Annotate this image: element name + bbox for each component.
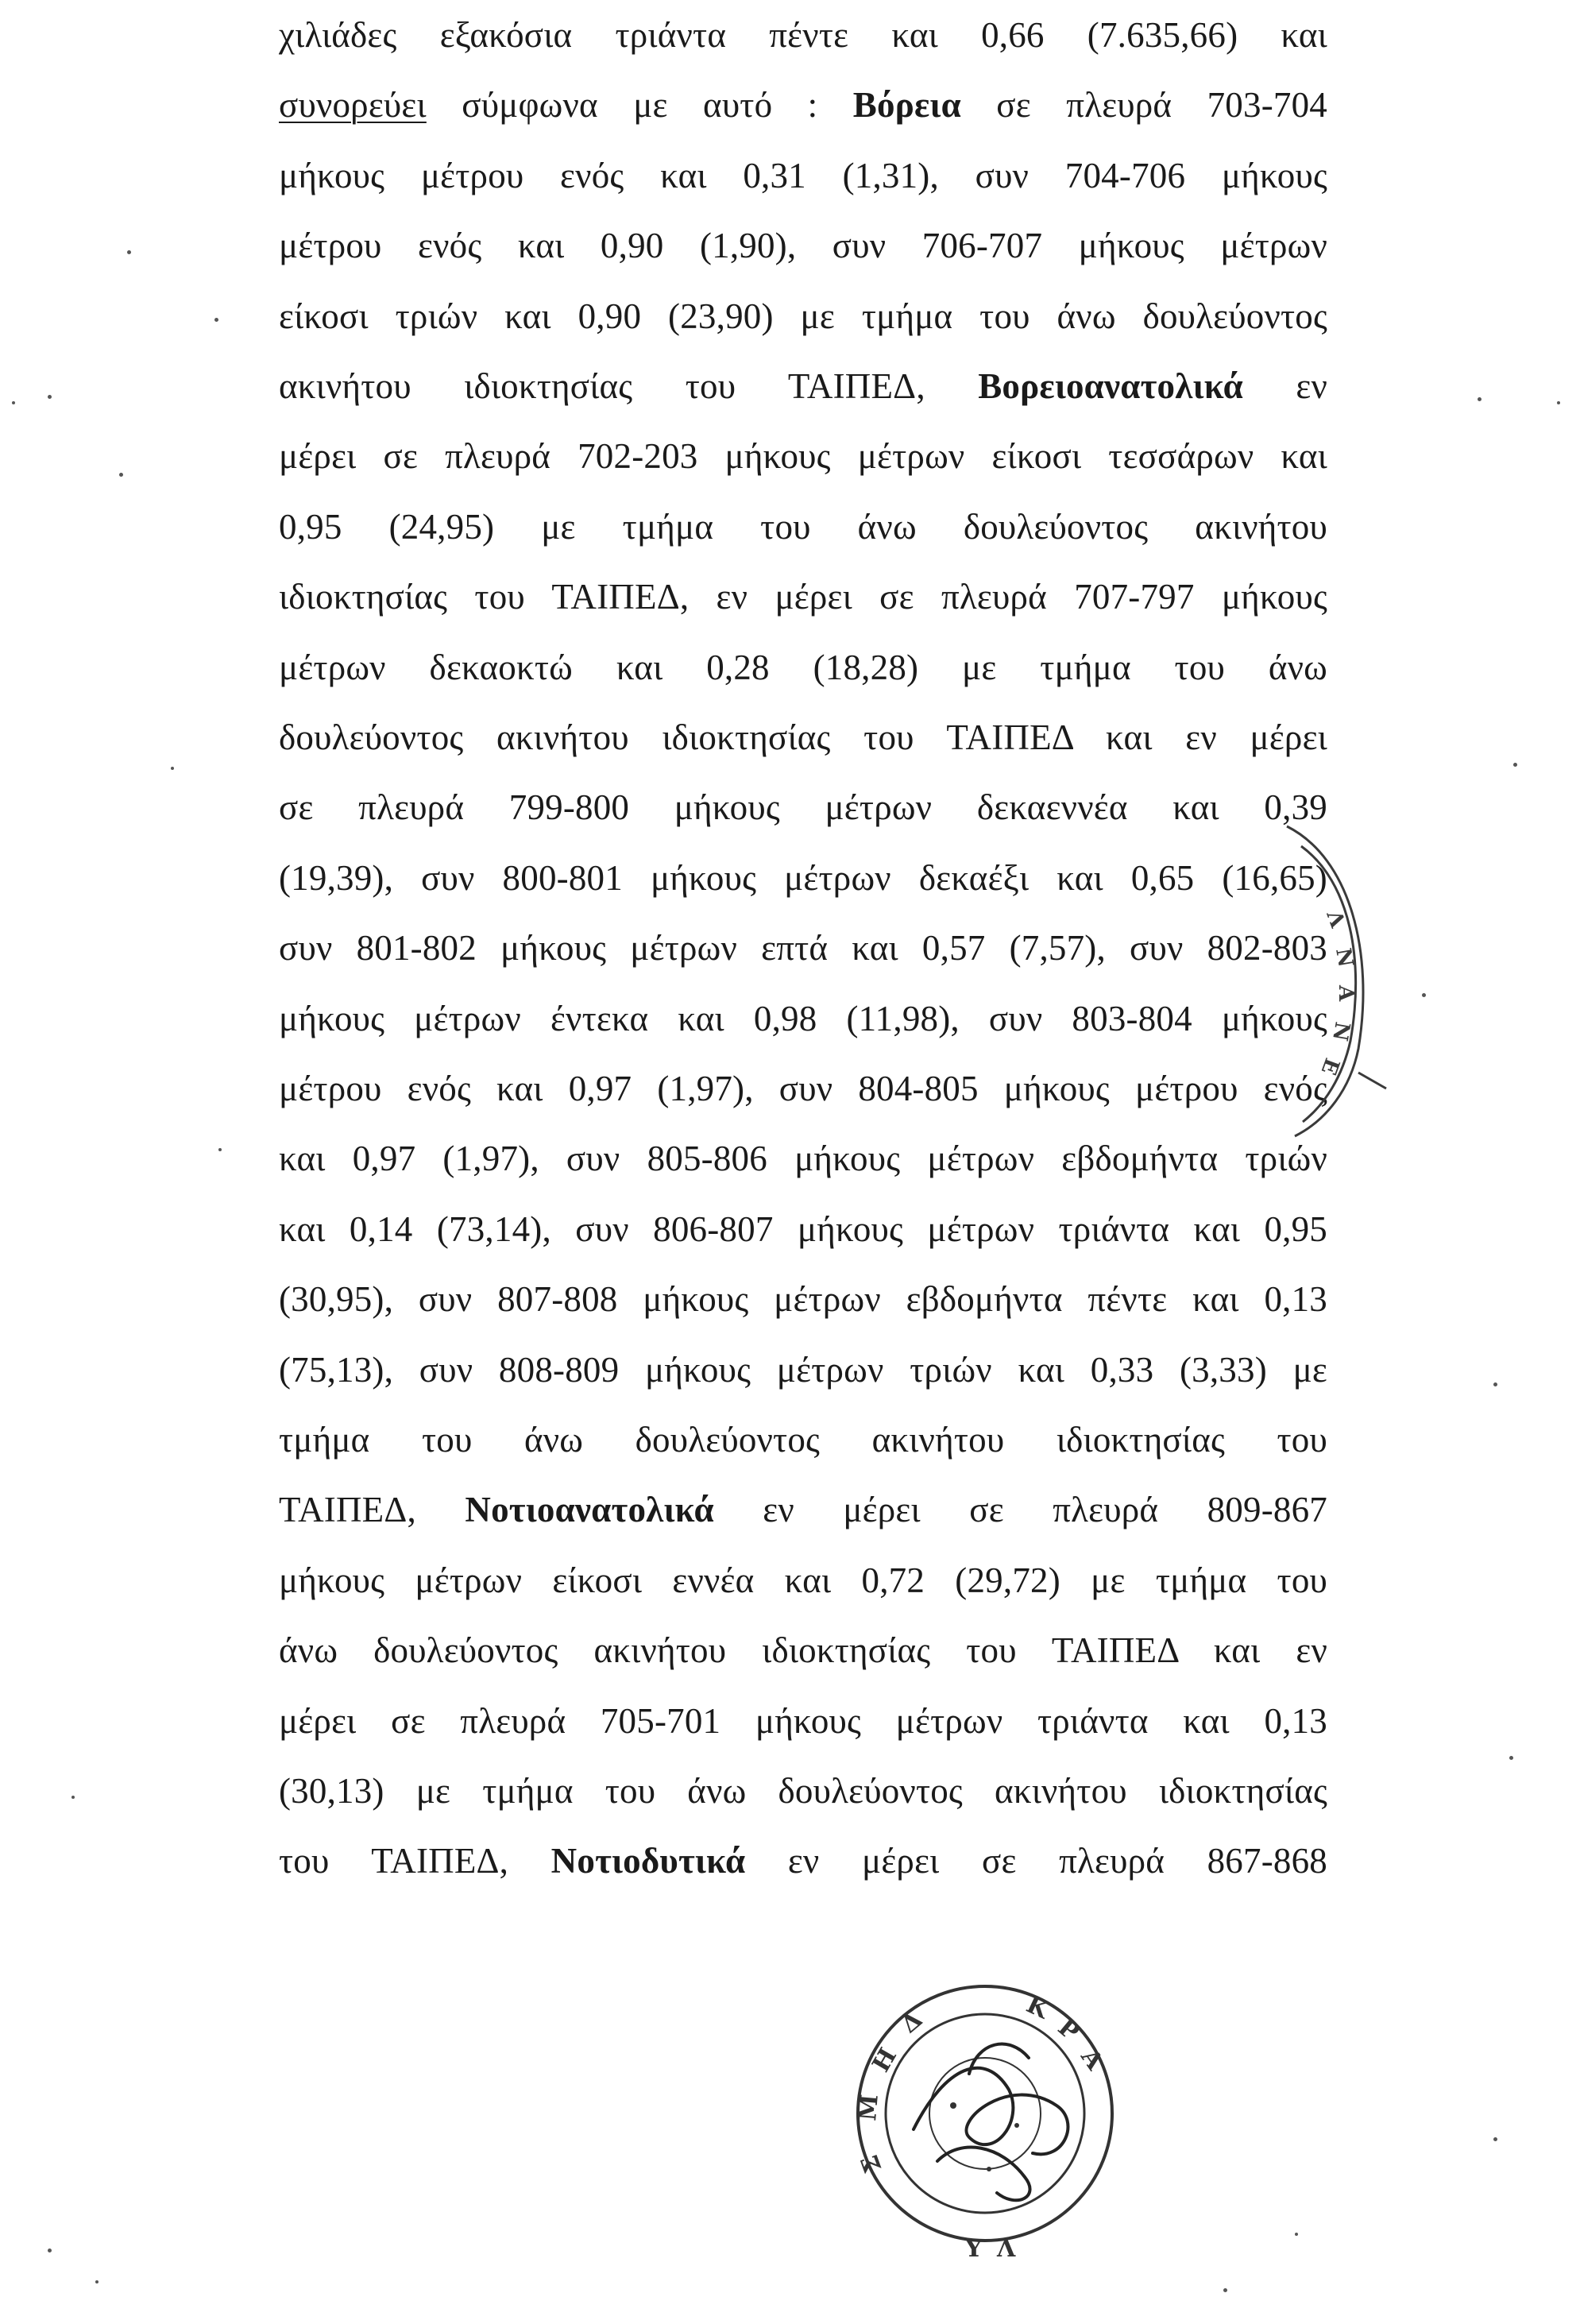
svg-text:Κ: Κ — [1022, 1990, 1053, 2025]
text-segment: και 0,14 (73,14), συν 806-807 μήκους μέτρων τριάντα και 0,95 — [279, 1208, 1327, 1249]
text-line — [279, 1837, 1327, 1885]
text-segment: σε πλευρά 703-704 — [960, 85, 1327, 126]
text-line — [279, 854, 1327, 902]
scan-speck — [214, 318, 218, 322]
scan-speck — [119, 473, 123, 477]
text-line — [279, 503, 1327, 551]
svg-text:Ν: Ν — [1327, 1019, 1354, 1043]
svg-text:Α: Α — [1075, 2044, 1109, 2075]
scan-speck — [12, 401, 15, 404]
text-line — [279, 1416, 1327, 1464]
text-segment: 0,95 (24,95) με τμήμα του άνω δουλεύοντος ακινήτου — [279, 506, 1327, 547]
svg-text:Υ: Υ — [965, 2235, 983, 2263]
text-segment: τμήμα του άνω δουλεύοντος ακινήτου ιδιοκτησίας του — [279, 1420, 1327, 1460]
scan-speck — [95, 2280, 99, 2283]
svg-text:Ε: Ε — [1315, 1054, 1344, 1078]
text-line — [279, 1697, 1327, 1745]
text-segment: συν 801-802 μήκους μέτρων επτά και 0,57 (7,57), συν 802-803 — [279, 928, 1327, 969]
text-segment: άνω δουλεύοντος ακινήτου ιδιοκτησίας του ΤΑΙΠΕΔ και εν — [279, 1630, 1327, 1671]
scan-speck — [1493, 2137, 1497, 2141]
text-line — [279, 11, 1327, 59]
scan-speck — [171, 767, 174, 770]
text-segment: σε πλευρά 799-800 μήκους μέτρων δεκαεννέα και 0,39 — [279, 787, 1327, 828]
text-line — [279, 292, 1327, 340]
text-line — [279, 1486, 1327, 1533]
text-segment: του ΤΑΙΠΕΔ, — [279, 1841, 551, 1881]
text-segment: μέτρου ενός και 0,97 (1,97), συν 804-805 μήκους μέτρου ενός — [279, 1069, 1327, 1108]
scan-speck — [71, 1796, 75, 1799]
text-line — [279, 713, 1327, 761]
bold-heading-word: Βόρεια — [852, 85, 961, 126]
text-line — [279, 1767, 1327, 1815]
scan-speck — [1422, 993, 1426, 997]
official-seal-icon — [826, 1955, 1160, 2288]
scan-speck — [127, 250, 131, 254]
text-segment: (75,13), συν 808-809 μήκους μέτρων τριών και 0,33 (3,33) με — [279, 1349, 1327, 1390]
text-line — [279, 222, 1327, 269]
text-line — [279, 1626, 1327, 1674]
svg-text:Σ: Σ — [856, 2151, 888, 2177]
scan-speck — [1513, 763, 1517, 767]
text-line — [279, 152, 1327, 199]
scan-speck — [1493, 1382, 1497, 1386]
scan-speck — [218, 1148, 222, 1151]
text-line — [279, 1275, 1327, 1323]
text-segment: μέτρων δεκαοκτώ και 0,28 (18,28) με τμήμα του άνω — [279, 647, 1327, 687]
svg-text:Ρ: Ρ — [1052, 2013, 1084, 2047]
svg-text:Α: Α — [1334, 985, 1358, 1002]
text-line — [279, 1346, 1327, 1394]
text-segment: χιλιάδες εξακόσια τριάντα πέντε και 0,66 (7.635,66) και — [279, 15, 1327, 55]
scan-speck — [1557, 401, 1560, 404]
text-segment: εν — [1242, 366, 1327, 406]
text-segment: μήκους μέτρων είκοσι εννέα και 0,72 (29,72) με τμήμα του — [279, 1560, 1327, 1600]
svg-text:Λ: Λ — [997, 2235, 1016, 2263]
text-line — [279, 1065, 1327, 1112]
text-segment: δουλεύοντος ακινήτου ιδιοκτησίας του ΤΑΙΠΕΔ και εν μέρει — [279, 717, 1327, 757]
text-segment: εν μέρει σε πλευρά 867-868 — [745, 1841, 1327, 1881]
underlined-word: συνορεύει — [279, 85, 427, 126]
svg-text:Ν: Ν — [1331, 946, 1358, 969]
text-segment: σύμφωνα με αυτό : — [426, 85, 853, 126]
text-line — [279, 432, 1327, 480]
text-segment: (30,13) με τμήμα του άνω δουλεύοντος ακινήτου ιδιοκτησίας — [279, 1771, 1327, 1811]
text-segment: (30,95), συν 807-808 μήκους μέτρων εβδομήντα πέντε και 0,13 — [279, 1279, 1327, 1320]
text-segment: μέρει σε πλευρά 705-701 μήκους μέτρων τριάντα και 0,13 — [279, 1700, 1327, 1741]
svg-text:Δ: Δ — [895, 2005, 928, 2040]
text-segment: εν μέρει σε πλευρά 809-867 — [713, 1490, 1327, 1530]
text-line — [279, 573, 1327, 621]
scan-speck — [1223, 2288, 1227, 2292]
text-segment: ακινήτου ιδιοκτησίας του ΤΑΙΠΕΔ, — [279, 366, 979, 406]
text-segment: ιδιοκτησίας του ΤΑΙΠΕΔ, εν μέρει σε πλευρά 707-797 μήκους — [279, 577, 1327, 617]
svg-text:Λ: Λ — [1321, 907, 1350, 931]
text-line — [279, 924, 1327, 972]
text-segment: μέρει σε πλευρά 702-203 μήκους μέτρων είκοσι τεσσάρων και — [279, 436, 1327, 477]
text-segment: και 0,97 (1,97), συν 805-806 μήκους μέτρων εβδομήντα τριών — [279, 1139, 1327, 1179]
side-stamp-icon — [1239, 810, 1398, 1144]
text-segment: (19,39), συν 800-801 μήκους μέτρων δεκαέξι και 0,65 (16,65) — [279, 857, 1327, 898]
text-segment: μήκους μέτρων έντεκα και 0,98 (11,98), συν 803-804 μήκους — [279, 998, 1327, 1038]
text-line — [279, 995, 1327, 1042]
scan-speck — [1295, 2233, 1298, 2236]
text-line — [279, 362, 1327, 410]
svg-text:Η: Η — [867, 2043, 903, 2077]
text-line — [279, 1135, 1327, 1182]
svg-text:Μ: Μ — [854, 2093, 884, 2122]
scan-speck — [48, 395, 52, 399]
scan-speck — [1478, 397, 1481, 401]
bold-heading-word: Νοτιοανατολικά — [465, 1490, 714, 1530]
bold-heading-word: Νοτιοδυτικά — [550, 1841, 746, 1881]
text-segment: ΤΑΙΠΕΔ, — [279, 1490, 466, 1530]
text-segment: μήκους μέτρου ενός και 0,31 (1,31), συν 704-706 μήκους — [279, 155, 1327, 195]
scan-speck — [48, 2249, 52, 2252]
text-line — [279, 783, 1327, 831]
scan-speck — [1509, 1756, 1513, 1760]
text-segment: μέτρου ενός και 0,90 (1,90), συν 706-707 μήκους μέτρων — [279, 226, 1327, 266]
text-segment: είκοσι τριών και 0,90 (23,90) με τμήμα του άνω δουλεύοντος — [279, 296, 1327, 336]
text-line — [279, 81, 1327, 129]
text-line — [279, 644, 1327, 691]
bold-heading-word: Βορειοανατολικά — [978, 366, 1243, 406]
text-line — [279, 1556, 1327, 1604]
text-line — [279, 1205, 1327, 1253]
